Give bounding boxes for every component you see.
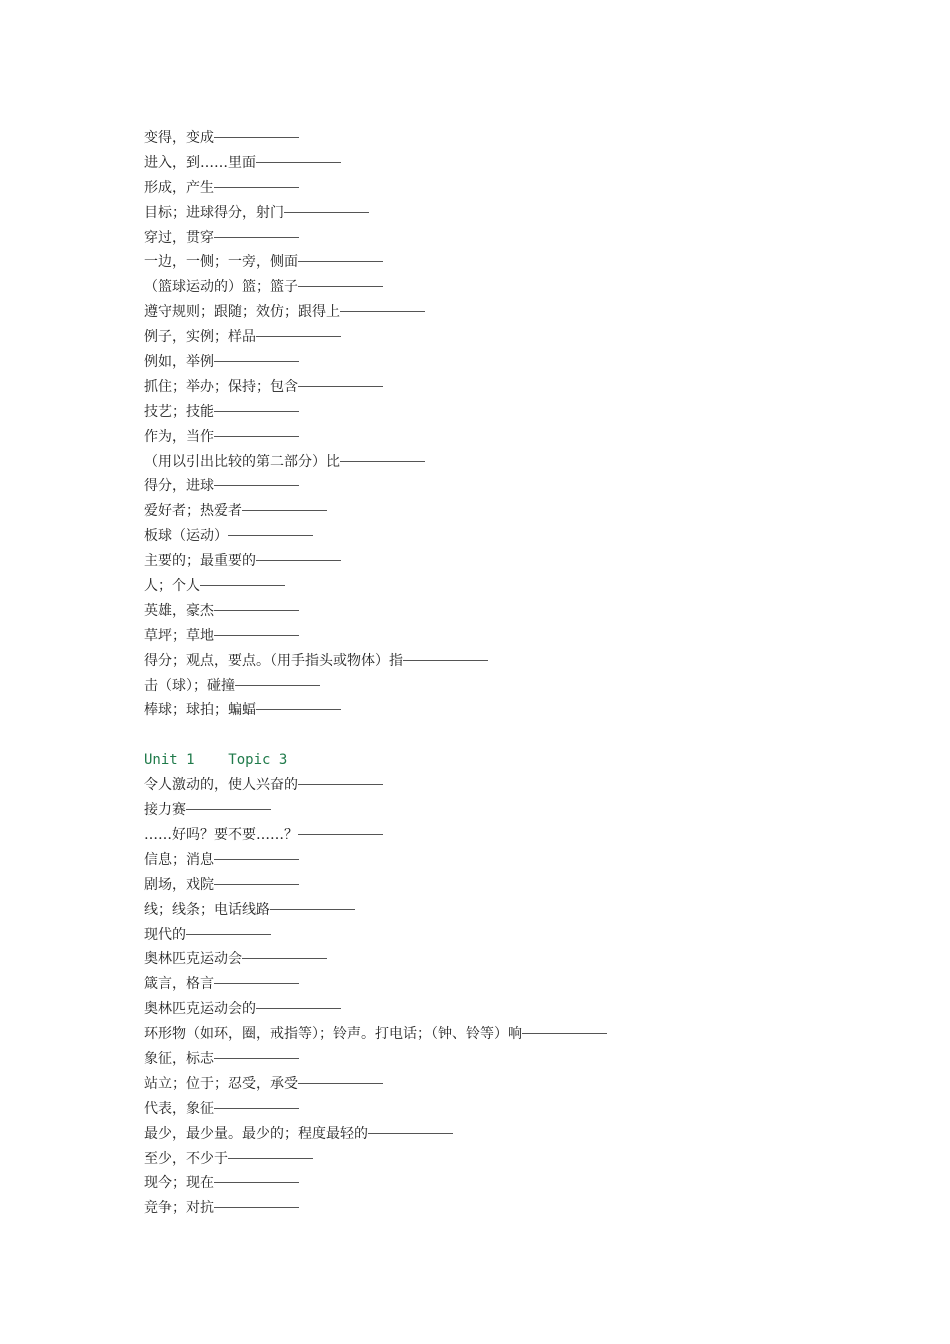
vocab-line <box>144 176 864 201</box>
vocab-meaning: 变得，变成 <box>144 130 214 146</box>
vocab-line <box>144 624 864 649</box>
vocabulary-list-2 <box>144 773 864 1221</box>
vocab-line <box>144 450 864 475</box>
vocab-line <box>144 1147 864 1172</box>
vocab-line <box>144 1171 864 1196</box>
vocab-meaning: （用以引出比较的第二部分）比 <box>144 453 340 470</box>
vocab-meaning: 环形物（如环，圈，戒指等）；铃声。打电话；（钟、铃等）响 <box>144 1026 522 1043</box>
vocab-line <box>144 226 864 251</box>
vocab-line <box>144 151 864 176</box>
vocab-line <box>144 499 864 524</box>
answer-blank <box>298 834 383 835</box>
answer-blank <box>214 436 299 437</box>
section-heading: Unit 1 Topic 3 <box>144 752 288 769</box>
vocab-meaning: 抓住；举办；保持；包含 <box>144 378 298 395</box>
answer-blank <box>256 1008 341 1009</box>
vocab-meaning: 主要的；最重要的 <box>144 553 256 570</box>
vocab-meaning: 进入，到……里面 <box>144 154 256 171</box>
answer-blank <box>340 311 425 312</box>
vocab-line <box>144 250 864 275</box>
answer-blank <box>298 261 383 262</box>
answer-blank <box>214 361 299 362</box>
vocab-meaning: 遵守规则；跟随；效仿；跟得上 <box>144 304 340 321</box>
vocab-meaning: 击（球）；碰撞 <box>144 677 235 694</box>
answer-blank <box>214 137 299 138</box>
vocab-meaning: 人；个人 <box>144 578 200 595</box>
vocab-meaning: 例如，举例 <box>144 354 214 371</box>
answer-blank <box>214 983 299 984</box>
vocab-line <box>144 375 864 400</box>
vocab-line <box>144 798 864 823</box>
answer-blank <box>298 784 383 785</box>
vocab-meaning: 爱好者；热爱者 <box>144 503 242 520</box>
vocab-meaning: （篮球运动的）篮；篮子 <box>144 279 298 296</box>
vocab-line <box>144 997 864 1022</box>
vocab-meaning: 站立；位于；忍受，承受 <box>144 1075 298 1092</box>
vocabulary-list-1 <box>144 126 864 723</box>
vocab-line <box>144 350 864 375</box>
vocab-meaning: 剧场，戏院 <box>144 876 214 893</box>
vocab-line <box>144 549 864 574</box>
vocab-line <box>144 201 864 226</box>
answer-blank <box>214 859 299 860</box>
answer-blank <box>214 411 299 412</box>
section-spacer <box>144 723 864 748</box>
vocab-meaning: 例子，实例；样品 <box>144 329 256 346</box>
answer-blank <box>214 1207 299 1208</box>
answer-blank <box>214 635 299 636</box>
vocab-line <box>144 674 864 699</box>
vocab-meaning: 最少，最少量。最少的；程度最轻的 <box>144 1125 368 1142</box>
vocab-line <box>144 474 864 499</box>
answer-blank <box>214 1182 299 1183</box>
vocab-meaning: 至少，不少于 <box>144 1150 228 1167</box>
answer-blank <box>186 809 271 810</box>
vocab-meaning: 竞争；对抗 <box>144 1200 214 1217</box>
answer-blank <box>256 336 341 337</box>
vocab-line <box>144 898 864 923</box>
vocab-line <box>144 1022 864 1047</box>
vocab-meaning: 形成，产生 <box>144 179 214 196</box>
answer-blank <box>270 909 355 910</box>
answer-blank <box>256 162 341 163</box>
vocab-line <box>144 873 864 898</box>
answer-blank <box>214 485 299 486</box>
vocab-meaning: 箴言，格言 <box>144 976 214 993</box>
vocab-line <box>144 400 864 425</box>
answer-blank <box>214 187 299 188</box>
vocab-line <box>144 947 864 972</box>
worksheet-page <box>144 126 864 1221</box>
answer-blank <box>214 884 299 885</box>
answer-blank <box>214 237 299 238</box>
vocab-line <box>144 300 864 325</box>
answer-blank <box>298 1083 383 1084</box>
vocab-meaning: 草坪；草地 <box>144 627 214 644</box>
vocab-line <box>144 773 864 798</box>
vocab-line <box>144 126 864 151</box>
answer-blank <box>186 934 271 935</box>
vocab-meaning: 棒球；球拍；蝙蝠 <box>144 702 256 719</box>
vocab-meaning: 得分；观点，要点。（用手指头或物体）指 <box>144 652 403 669</box>
vocab-line <box>144 848 864 873</box>
answer-blank <box>403 660 488 661</box>
vocab-meaning: 英雄，豪杰 <box>144 602 214 619</box>
vocab-line <box>144 823 864 848</box>
vocab-line <box>144 325 864 350</box>
vocab-line <box>144 972 864 997</box>
vocab-line <box>144 574 864 599</box>
vocab-line <box>144 698 864 723</box>
vocab-meaning: ……好吗？要不要……？ <box>144 826 298 843</box>
vocab-meaning: 奥林匹克运动会 <box>144 951 242 968</box>
answer-blank <box>228 1158 313 1159</box>
vocab-line <box>144 1122 864 1147</box>
answer-blank <box>235 685 320 686</box>
vocab-line <box>144 1072 864 1097</box>
vocab-line <box>144 599 864 624</box>
answer-blank <box>284 212 369 213</box>
vocab-meaning: 接力赛 <box>144 802 186 819</box>
answer-blank <box>200 585 285 586</box>
vocab-line <box>144 524 864 549</box>
vocab-meaning: 令人激动的，使人兴奋的 <box>144 777 298 794</box>
answer-blank <box>256 560 341 561</box>
vocab-meaning: 技艺；技能 <box>144 403 214 420</box>
vocab-meaning: 穿过，贯穿 <box>144 229 214 246</box>
vocab-meaning: 目标；进球得分，射门 <box>144 204 284 221</box>
vocab-line <box>144 1097 864 1122</box>
answer-blank <box>242 958 327 959</box>
answer-blank <box>228 535 313 536</box>
vocab-meaning: 代表，象征 <box>144 1100 214 1117</box>
vocab-meaning: 现今；现在 <box>144 1175 214 1192</box>
answer-blank <box>214 1108 299 1109</box>
vocab-meaning: 象征，标志 <box>144 1050 214 1067</box>
answer-blank <box>242 510 327 511</box>
answer-blank <box>298 286 383 287</box>
vocab-line <box>144 1196 864 1221</box>
vocab-line <box>144 425 864 450</box>
answer-blank <box>214 610 299 611</box>
vocab-meaning: 奥林匹克运动会的 <box>144 1001 256 1018</box>
vocab-line <box>144 1047 864 1072</box>
answer-blank <box>340 461 425 462</box>
vocab-meaning: 信息；消息 <box>144 851 214 868</box>
vocab-line <box>144 649 864 674</box>
vocab-line <box>144 923 864 948</box>
answer-blank <box>298 386 383 387</box>
vocab-meaning: 得分，进球 <box>144 478 214 495</box>
vocab-meaning: 一边，一侧；一旁，侧面 <box>144 254 298 271</box>
vocab-meaning: 板球（运动） <box>144 528 228 545</box>
vocab-meaning: 线；线条；电话线路 <box>144 901 270 918</box>
answer-blank <box>256 709 341 710</box>
vocab-meaning: 现代的 <box>144 926 186 943</box>
vocab-line <box>144 275 864 300</box>
answer-blank <box>522 1033 607 1034</box>
answer-blank <box>214 1058 299 1059</box>
vocab-meaning: 作为，当作 <box>144 428 214 445</box>
answer-blank <box>368 1133 453 1134</box>
